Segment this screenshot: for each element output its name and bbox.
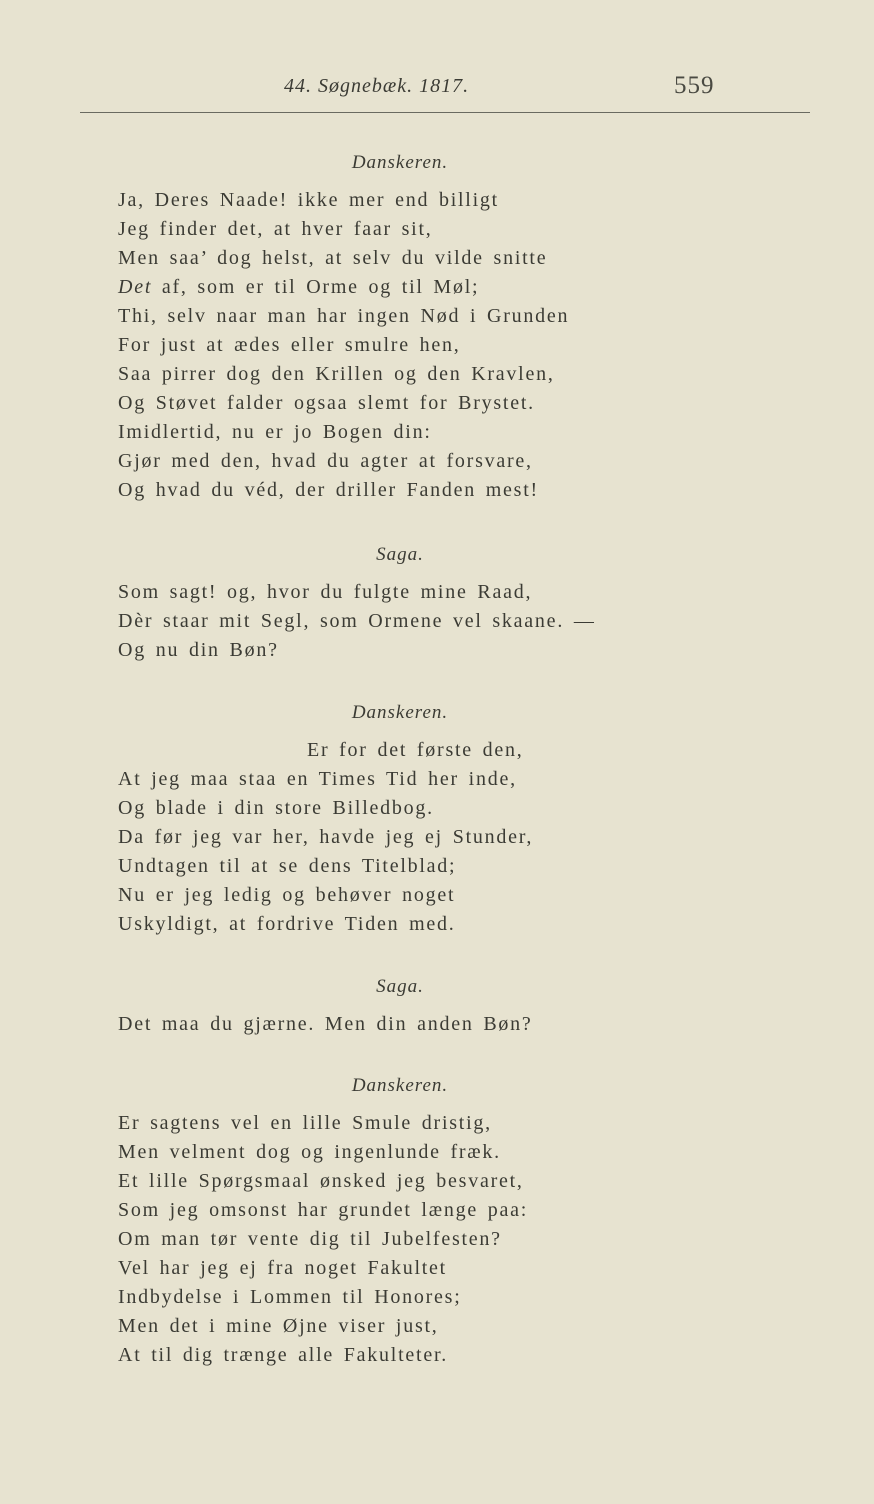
verse-text: Og nu din Bøn?: [118, 639, 279, 661]
verse-line: [118, 447, 758, 476]
verse-text: af, som er til Orme og til Møl;: [152, 276, 480, 298]
verse-text: Om man tør vente dig til Jubelfesten?: [118, 1228, 502, 1250]
verse-line: [118, 389, 758, 418]
verse-line: [118, 1196, 758, 1225]
running-head: [0, 72, 874, 102]
verse-text: Nu er jeg ledig og behøver noget: [118, 884, 456, 906]
verse-text: Dèr staar mit Segl, som Ormene vel skaane. —: [118, 610, 596, 632]
verse-line: [118, 736, 758, 765]
verse-line: [118, 881, 758, 910]
verse-line: [118, 302, 758, 331]
speaker-name: Saga.: [376, 544, 424, 565]
speaker-name: Danskeren.: [351, 1075, 449, 1096]
verse-text: For just at ædes eller smulre hen,: [118, 334, 461, 356]
verse-line: [118, 1312, 758, 1341]
page-number: 559: [674, 72, 715, 99]
verse-line: [118, 273, 758, 302]
verse-text: Vel har jeg ej fra noget Fakultet: [118, 1257, 447, 1279]
verse-emphasis: Det: [118, 276, 153, 298]
verse-text: Er sagtens vel en lille Smule dristig,: [118, 1112, 492, 1134]
verse-line: [118, 244, 758, 273]
verse-text: Men velment dog og ingenlunde fræk.: [118, 1141, 501, 1163]
verse-text: Saa pirrer dog den Krillen og den Kravlen,: [118, 363, 555, 385]
verse-text: Og Støvet falder ogsaa slemt for Brystet.: [118, 392, 535, 414]
verse-line: [118, 476, 758, 505]
verse-line: [118, 1109, 758, 1138]
verse-line: [118, 578, 758, 607]
verse-line: [118, 636, 758, 665]
verse-line: [118, 1167, 758, 1196]
verse-text: Men saa’ dog helst, at selv du vilde snitte: [118, 247, 548, 269]
verse-text: Et lille Spørgsmaal ønsked jeg besvaret,: [118, 1170, 524, 1192]
running-head-title: 44. Søgnebæk. 1817.: [284, 75, 470, 97]
verse-text: Ja, Deres Naade! ikke mer end billigt: [118, 189, 499, 211]
verse-text: Og hvad du véd, der driller Fanden mest!: [118, 479, 539, 501]
speaker-name: Danskeren.: [351, 702, 449, 723]
speaker-name: Danskeren.: [351, 152, 449, 173]
verse-line: [118, 794, 758, 823]
verse-text: Uskyldigt, at fordrive Tiden med.: [118, 913, 456, 935]
verse-line: [118, 1283, 758, 1312]
verse-line: [118, 360, 758, 389]
verse-line: [118, 1010, 758, 1039]
verse-line: [118, 910, 758, 939]
verse-text: At jeg maa staa en Times Tid her inde,: [118, 768, 517, 790]
verse-text: Er for det første den,: [307, 739, 524, 761]
verse-text: Thi, selv naar man har ingen Nød i Grunden: [118, 305, 570, 327]
verse-text: At til dig trænge alle Fakulteter.: [118, 1344, 449, 1366]
verse-line: [118, 186, 758, 215]
verse-text: Som sagt! og, hvor du fulgte mine Raad,: [118, 581, 533, 603]
verse-text: Imidlertid, nu er jo Bogen din:: [118, 421, 432, 443]
verse-text: Det maa du gjærne. Men din anden Bøn?: [118, 1013, 533, 1035]
verse-text: Og blade i din store Billedbog.: [118, 797, 434, 819]
dialogue-section: [118, 1071, 758, 1370]
verse-line: [118, 852, 758, 881]
verse-line: [118, 1341, 758, 1370]
verse-text: Jeg finder det, at hver faar sit,: [118, 218, 433, 240]
dialogue-section: [118, 540, 758, 665]
dialogue-section: [118, 148, 758, 505]
verse-line: [118, 1254, 758, 1283]
verse-text: Indbydelse i Lommen til Honores;: [118, 1286, 462, 1308]
verse-text: Men det i mine Øjne viser just,: [118, 1315, 439, 1337]
header-rule: [80, 112, 810, 113]
verse-line: [118, 607, 758, 636]
verse-line: [118, 418, 758, 447]
dialogue-section: [118, 698, 758, 939]
verse-text: Som jeg omsonst har grundet længe paa:: [118, 1199, 529, 1221]
verse-line: [118, 1138, 758, 1167]
dialogue-section: [118, 972, 758, 1039]
verse-text: Gjør med den, hvad du agter at forsvare,: [118, 450, 533, 472]
speaker-name: Saga.: [376, 976, 424, 997]
verse-text: Undtagen til at se dens Titelblad;: [118, 855, 457, 877]
verse-line: [118, 331, 758, 360]
verse-line: [118, 1225, 758, 1254]
verse-line: [118, 765, 758, 794]
verse-line: [118, 823, 758, 852]
verse-text: Da før jeg var her, havde jeg ej Stunder,: [118, 826, 534, 848]
verse-line: [118, 215, 758, 244]
